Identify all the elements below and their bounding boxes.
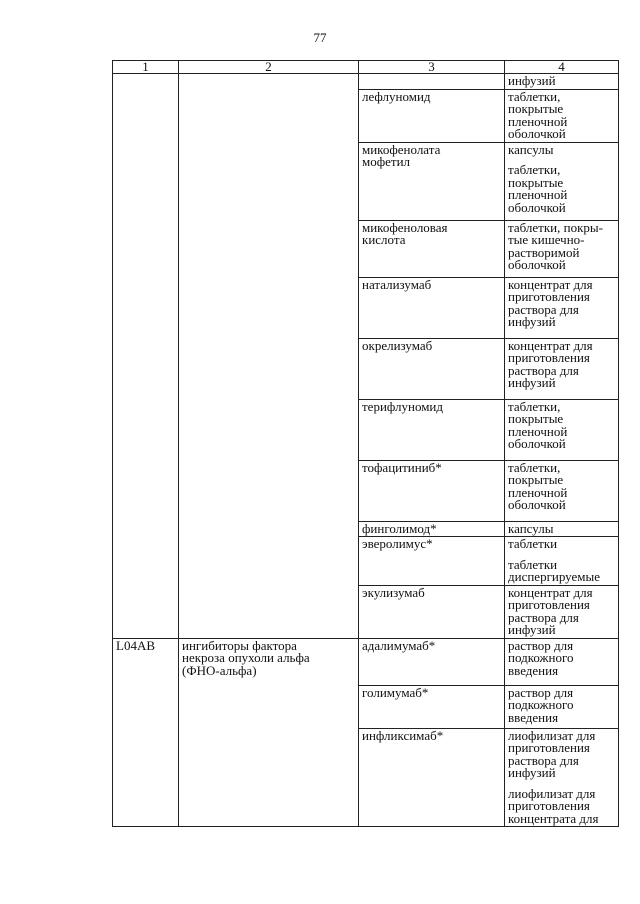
dosage-form-line: раствор для bbox=[508, 684, 574, 700]
dosage-form-cell bbox=[505, 220, 619, 277]
header-row bbox=[113, 61, 619, 74]
dosage-form-line: диспергируемые bbox=[508, 569, 601, 584]
dosage-form-line: приготовления bbox=[508, 798, 590, 813]
dosage-form-line: концентрат для bbox=[508, 337, 593, 353]
page-number: 77 bbox=[313, 30, 327, 45]
drug-name-line: терифлуномид bbox=[362, 398, 444, 414]
dosage-form-line: покрытые bbox=[508, 174, 564, 190]
drug-name-line: инфликсимаб* bbox=[362, 727, 444, 743]
dosage-form-line: пленочной bbox=[508, 423, 568, 439]
drug-name-line: окрелизумаб bbox=[362, 337, 433, 353]
dosage-form-line: пленочной bbox=[508, 187, 568, 202]
dosage-form-line: раствора для bbox=[508, 362, 579, 378]
dosage-form-line: концентрата для bbox=[508, 810, 599, 826]
drug-name-line: тофацитиниб* bbox=[362, 459, 442, 475]
dosage-form-cell bbox=[505, 585, 619, 638]
dosage-form-line: подкожного bbox=[508, 697, 574, 712]
dosage-form-line: оболочкой bbox=[508, 126, 566, 141]
group-name-line: (ФНО-альфа) bbox=[182, 662, 257, 678]
drug-name-line: эверолимус* bbox=[362, 536, 433, 551]
dosage-form-line: пленочной bbox=[508, 113, 568, 129]
header-col-3: 3 bbox=[359, 61, 505, 74]
dosage-form-cell bbox=[505, 399, 619, 460]
dosage-form-cell bbox=[505, 521, 619, 537]
dosage-form-line: капсулы bbox=[508, 141, 554, 157]
drug-name-cell bbox=[359, 460, 505, 521]
drug-name-cell bbox=[359, 685, 505, 728]
atc-code-cell bbox=[113, 74, 179, 639]
header-col-4: 4 bbox=[505, 61, 619, 74]
dosage-form-cell bbox=[505, 338, 619, 399]
dosage-form-line: покрытые bbox=[508, 472, 564, 487]
dosage-form-line: раствор для bbox=[508, 637, 574, 653]
table-row bbox=[113, 638, 619, 685]
dosage-form-line: инфузий bbox=[508, 73, 556, 88]
drug-table bbox=[112, 60, 619, 827]
dosage-form-line: таблетки, bbox=[508, 398, 561, 414]
dosage-form-line: концентрат для bbox=[508, 584, 593, 600]
dosage-form-line: инфузий bbox=[508, 622, 556, 637]
drug-name-line: микофеноловая bbox=[362, 219, 448, 235]
drug-name-cell bbox=[359, 585, 505, 638]
drug-name-cell bbox=[359, 89, 505, 142]
drug-name-cell bbox=[359, 521, 505, 537]
dosage-form-cell bbox=[505, 277, 619, 338]
drug-name-line: микофенолата bbox=[362, 141, 441, 157]
dosage-form-line: приготовления bbox=[508, 350, 590, 365]
dosage-form-cell bbox=[505, 638, 619, 685]
dosage-form-line: введения bbox=[508, 662, 559, 678]
dosage-form-line: капсулы bbox=[508, 520, 554, 536]
drug-name-line: экулизумаб bbox=[362, 584, 425, 600]
group-name-cell bbox=[179, 74, 359, 639]
dosage-form-line: оболочкой bbox=[508, 497, 566, 512]
drug-name-line: голимумаб* bbox=[362, 684, 429, 700]
dosage-form-line: лиофилизат для bbox=[508, 785, 596, 801]
drug-name-cell bbox=[359, 399, 505, 460]
dosage-form-line: раствора для bbox=[508, 752, 579, 768]
dosage-form-line: подкожного bbox=[508, 650, 574, 665]
atc-code-cell: L04AB bbox=[113, 638, 179, 827]
dosage-form-line: таблетки bbox=[508, 556, 558, 572]
dosage-form-cell bbox=[505, 142, 619, 220]
dosage-form-line: таблетки, покры- bbox=[508, 219, 603, 235]
drug-name-cell bbox=[359, 537, 505, 586]
drug-name-cell bbox=[359, 142, 505, 220]
dosage-form-line: таблетки bbox=[508, 536, 558, 551]
dosage-form-cell bbox=[505, 89, 619, 142]
dosage-form-line: инфузий bbox=[508, 765, 556, 780]
drug-name-line: кислота bbox=[362, 232, 406, 247]
group-name-line: ингибиторы фактора bbox=[182, 637, 297, 653]
dosage-form-line: приготовления bbox=[508, 597, 590, 612]
dosage-form-line: лиофилизат для bbox=[508, 727, 596, 743]
dosage-form-line: растворимой bbox=[508, 244, 580, 260]
dosage-form-line: оболочкой bbox=[508, 257, 566, 272]
dosage-form-line: раствора для bbox=[508, 301, 579, 317]
dosage-form-cell bbox=[505, 460, 619, 521]
dosage-form-line: таблетки, bbox=[508, 88, 561, 104]
drug-name-line: финголимод* bbox=[362, 520, 437, 536]
dosage-form-cell bbox=[505, 74, 619, 90]
dosage-form-line: инфузий bbox=[508, 314, 556, 329]
header-col-2: 2 bbox=[179, 61, 359, 74]
drug-name-line: адалимумаб* bbox=[362, 637, 436, 653]
dosage-form-line: тые кишечно- bbox=[508, 232, 585, 247]
dosage-form-cell bbox=[505, 685, 619, 728]
drug-name-cell bbox=[359, 74, 505, 90]
dosage-form-line: таблетки, bbox=[508, 162, 561, 177]
dosage-form-line: концентрат для bbox=[508, 276, 593, 292]
dosage-form-line: раствора для bbox=[508, 609, 579, 625]
drug-name-line: лефлуномид bbox=[362, 88, 431, 104]
dosage-form-line: инфузий bbox=[508, 375, 556, 390]
dosage-form-line: таблетки, bbox=[508, 459, 561, 475]
drug-name-cell bbox=[359, 728, 505, 827]
drug-name-cell bbox=[359, 638, 505, 685]
group-name-cell bbox=[179, 638, 359, 827]
table-row bbox=[113, 74, 619, 90]
dosage-form-line: оболочкой bbox=[508, 199, 566, 215]
drug-name-cell bbox=[359, 338, 505, 399]
dosage-form-line: пленочной bbox=[508, 484, 568, 500]
header-col-1: 1 bbox=[113, 61, 179, 74]
dosage-form-line: приготовления bbox=[508, 289, 590, 304]
dosage-form-line: покрытые bbox=[508, 101, 564, 116]
dosage-form-cell bbox=[505, 537, 619, 586]
drug-name-cell bbox=[359, 220, 505, 277]
dosage-form-line: покрытые bbox=[508, 411, 564, 426]
group-name-line: некроза опухоли альфа bbox=[182, 650, 310, 665]
drug-name-line: мофетил bbox=[362, 154, 411, 169]
drug-name-line: натализумаб bbox=[362, 276, 432, 292]
dosage-form-cell bbox=[505, 728, 619, 827]
dosage-form-line: приготовления bbox=[508, 740, 590, 755]
dosage-form-line: оболочкой bbox=[508, 436, 566, 451]
drug-name-cell bbox=[359, 277, 505, 338]
dosage-form-line: введения bbox=[508, 709, 559, 725]
